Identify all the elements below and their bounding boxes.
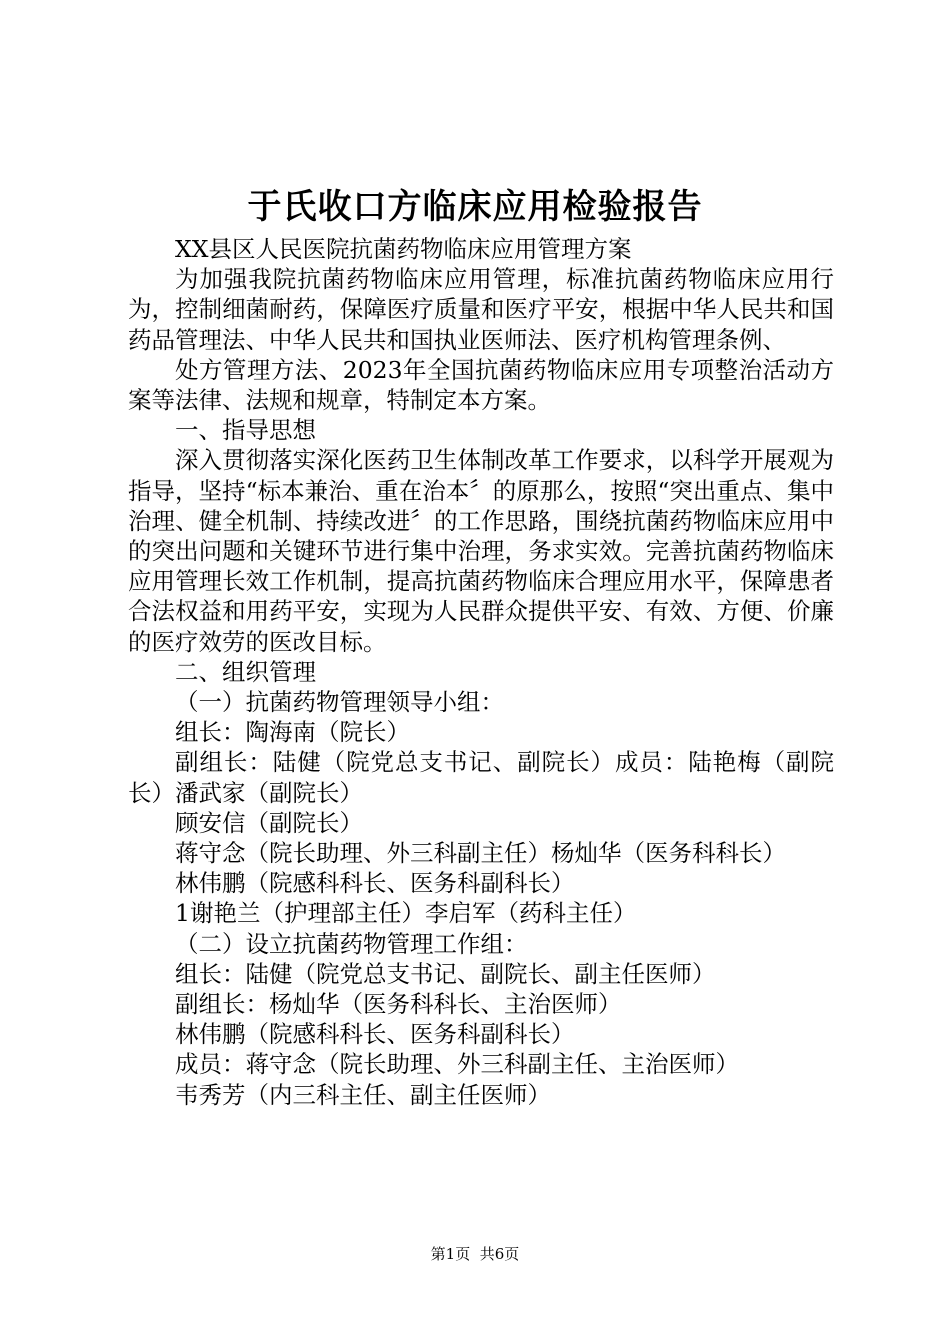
subsection-heading: （一）抗菌药物管理领导小组： xyxy=(175,688,504,717)
page-footer xyxy=(0,1244,950,1264)
list-item: 组长：陶海南（院长） xyxy=(175,718,410,747)
list-item: 林伟鹏（院感科科长、医务科副科长） xyxy=(175,869,575,898)
body-paragraph: 深入贯彻落实深化医药卫生体制改革工作要求，以科学开展观为指导，坚持“标本兼治、重在治本〞的原那么，按照“突出重点、集中治理、健全机制、持续改进〞的工作思路，围绕抗菌药物临床应用中的突出问题和关键环节进行集中治理，务求实效。完善抗菌药物临床应用管理长效工作机制，提高抗菌药物临床合理应用水平，保障患者合法权益和用药平安，实现为人民群众提供平安、有效、方便、价廉的医疗效劳的医改目标。 xyxy=(128,446,834,656)
list-item: 顾安信（副院长） xyxy=(175,808,363,837)
body-paragraph: 为加强我院抗菌药物临床应用管理，标准抗菌药物临床应用行为，控制细菌耐药，保障医疗质量和医疗平安，根据中华人民共和国药品管理法、中华人民共和国执业医师法、医疗机构管理条例、 xyxy=(128,265,834,354)
list-item: 1谢艳兰（护理部主任）李启军（药科主任） xyxy=(175,899,637,928)
page-total: 共6页 xyxy=(479,1245,520,1263)
page-number: 第1页 xyxy=(430,1245,471,1263)
body-paragraph: 处方管理方法、2023年全国抗菌药物临床应用专项整治活动方案等法律、法规和规章，特制定本方案。 xyxy=(128,355,834,415)
list-item: 蒋守念（院长助理、外三科副主任）杨灿华（医务科科长） xyxy=(175,839,786,868)
document-title: 于氏收口方临床应用检验报告 xyxy=(247,187,703,227)
subtitle-paragraph: XX县区人民医院抗菌药物临床应用管理方案 xyxy=(175,235,632,263)
list-item: 成员：蒋守念（院长助理、外三科副主任、主治医师） xyxy=(175,1050,739,1079)
list-item: 韦秀芳（内三科主任、副主任医师） xyxy=(175,1080,551,1109)
list-item: 组长：陆健（院党总支书记、副院长、副主任医师） xyxy=(175,959,716,988)
list-item: 林伟鹏（院感科科长、医务科副科长） xyxy=(175,1020,575,1049)
section-heading: 二、组织管理 xyxy=(175,657,316,686)
list-item: 副组长：陆健（院党总支书记、副院长）成员：陆艳梅（副院长）潘武家（副院长） xyxy=(128,748,834,807)
section-heading: 一、指导思想 xyxy=(175,416,316,445)
list-item: 副组长：杨灿华（医务科科长、主治医师） xyxy=(175,990,622,1019)
document-body xyxy=(128,234,834,1110)
subsection-heading: （二）设立抗菌药物管理工作组： xyxy=(175,929,528,958)
